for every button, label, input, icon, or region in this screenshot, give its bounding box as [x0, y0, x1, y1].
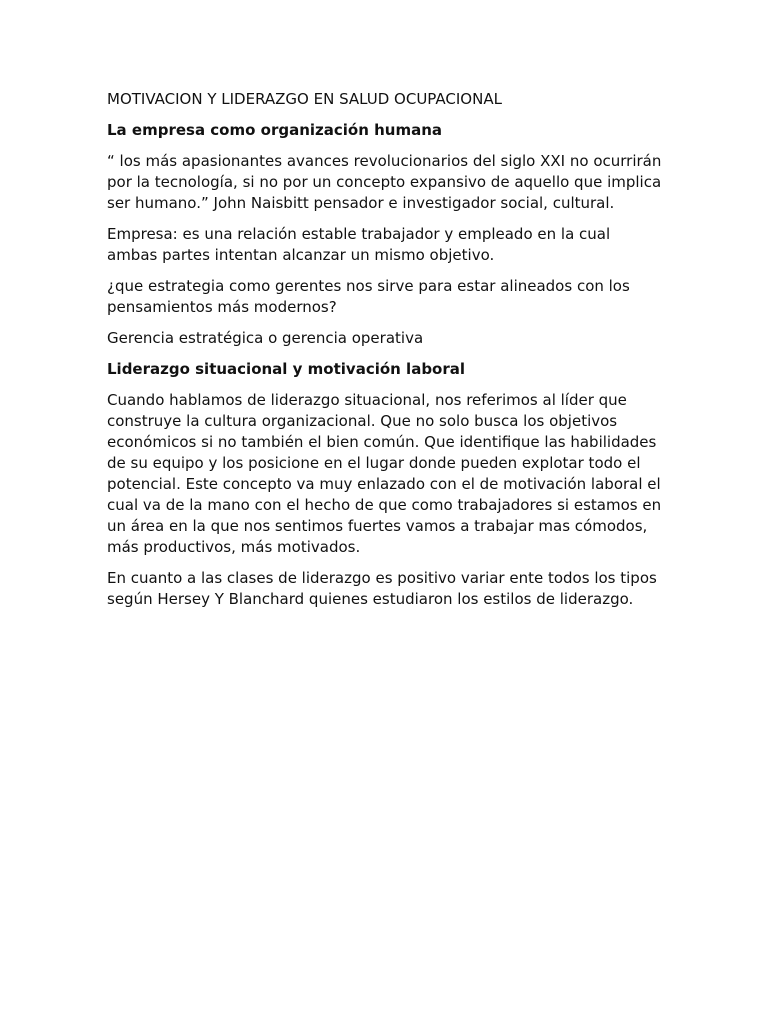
section-heading-liderazgo: Liderazgo situacional y motivación laboral [107, 360, 466, 378]
section-heading-empresa: La empresa como organización humana [107, 121, 443, 139]
quote-paragraph: “ los más apasionantes avances revolucionarios del siglo XXI no ocurrirán por la tecnología, si no por un concepto expansivo de aquello que implica ser humano.” John Naisbitt pensador e investigador social, cultural. [107, 152, 662, 212]
document-page [107, 89, 663, 620]
body-paragraph-liderazgo: Cuando hablamos de liderazgo situacional, nos referimos al líder que construye la cultura organizacional. Que no solo busca los objetivos económicos si no también el bien común. Que identifique las habilidades de su equipo y los posicione en el lugar donde pueden explotar todo el potencial. Este concepto va muy enlazado con el de motivación laboral el cual va de la mano con el hecho de que como trabajadores si estamos en un área en la que nos sentimos fuertes vamos a trabajar mas cómodos, más productivos, más motivados. [107, 391, 662, 556]
body-paragraph-clases: En cuanto a las clases de liderazgo es positivo variar ente todos los tipos según Hersey Y Blanchard quienes estudiaron los estilos de liderazgo. [107, 569, 657, 608]
question-paragraph: ¿que estrategia como gerentes nos sirve para estar alineados con los pensamientos más modernos? [107, 277, 630, 316]
document-title: MOTIVACION Y LIDERAZGO EN SALUD OCUPACIONAL [107, 90, 502, 108]
answer-paragraph: Gerencia estratégica o gerencia operativa [107, 329, 424, 347]
definition-paragraph: Empresa: es una relación estable trabajador y empleado en la cual ambas partes intentan alcanzar un mismo objetivo. [107, 225, 611, 264]
